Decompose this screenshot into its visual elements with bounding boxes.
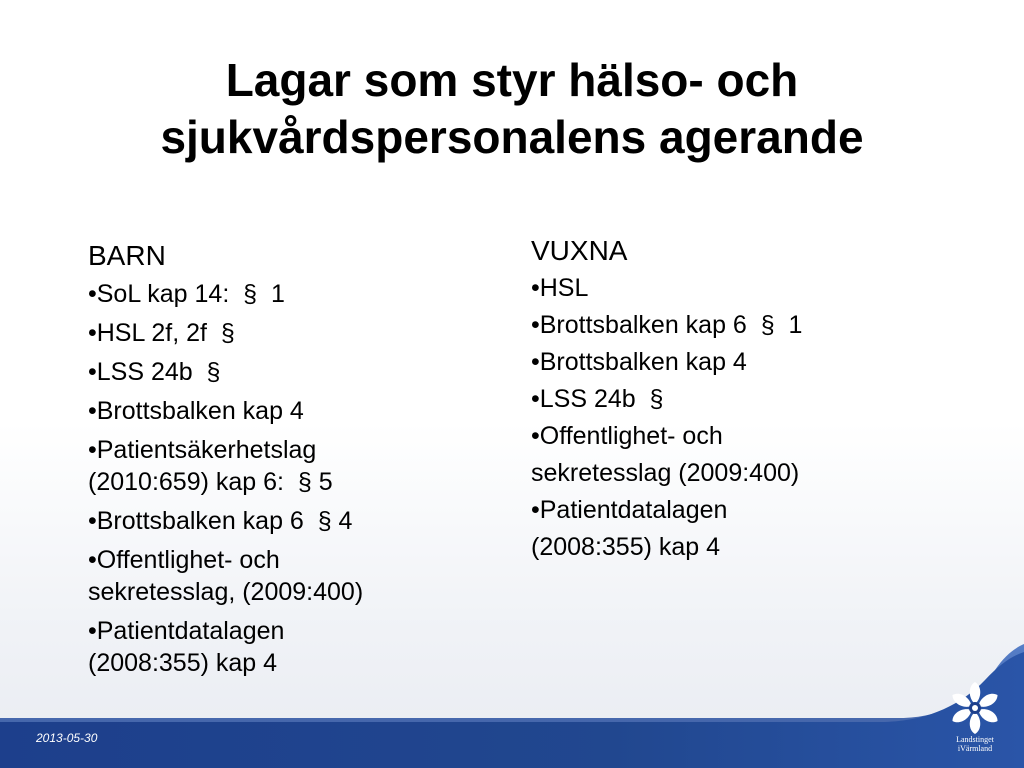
list-item: •LSS 24b § — [88, 358, 221, 386]
list-item: •Brottsbalken kap 4 — [531, 348, 747, 376]
left-column-barn — [88, 238, 468, 686]
footer-date: 2013-05-30 — [36, 731, 98, 745]
right-column-vuxna — [531, 233, 931, 566]
list-item: •SoL kap 14: § 1 — [88, 280, 285, 308]
list-item: •Brottsbalken kap 6 § 4 — [88, 507, 353, 535]
logo-text-line-1: Landstinget — [956, 735, 994, 744]
list-item: •HSL — [531, 274, 589, 302]
title-line-2: sjukvårdspersonalens agerande — [160, 111, 864, 163]
list-item: •Patientdatalagen (2008:355) kap 4 — [531, 496, 728, 561]
list-item: •Brottsbalken kap 6 § 1 — [531, 311, 803, 339]
logo-text — [936, 735, 1014, 753]
list-item: •Brottsbalken kap 4 — [88, 397, 304, 425]
list-item: •Patientsäkerhetslag (2010:659) kap 6: § 5 — [88, 436, 333, 496]
left-column-heading: BARN — [88, 240, 166, 271]
list-item: •Patientdatalagen (2008:355) kap 4 — [88, 617, 285, 677]
slide-title — [60, 52, 964, 166]
list-item: •Offentlighet- och sekretesslag (2009:400) — [531, 422, 800, 487]
right-column-heading: VUXNA — [531, 235, 628, 266]
list-item: •HSL 2f, 2f § — [88, 319, 235, 347]
footer-wave — [0, 640, 1024, 768]
list-item: •LSS 24b § — [531, 385, 664, 413]
title-line-1: Lagar som styr hälso- och — [225, 54, 799, 106]
list-item: •Offentlighet- och sekretesslag, (2009:400) — [88, 546, 364, 606]
logo-text-line-2: iVärmland — [957, 744, 993, 753]
